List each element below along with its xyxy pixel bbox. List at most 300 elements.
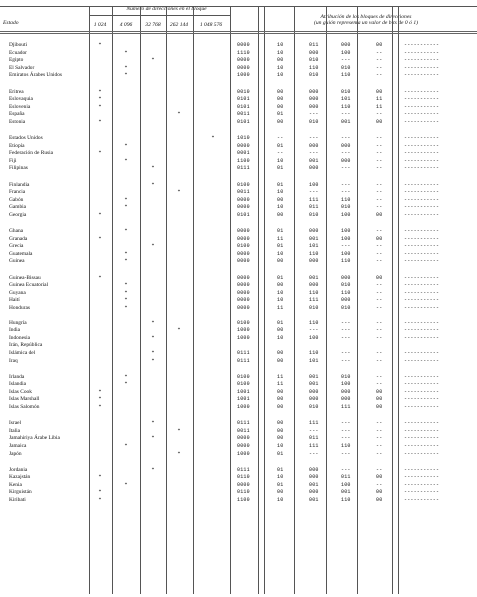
bit-field-b: 10 xyxy=(277,72,284,79)
bit-field-c: 000 xyxy=(309,88,319,95)
bit-field-a: 1000 xyxy=(237,404,250,410)
bit-field-a: 0000 xyxy=(237,250,250,257)
bit-field-d: 010 xyxy=(341,373,351,380)
bit-field-tail: ----------- xyxy=(404,466,440,473)
country-name: Jamahiriya Árabe Libia xyxy=(9,435,60,442)
bit-field-b: 10 xyxy=(277,49,284,56)
country-name: Djibouti xyxy=(9,42,27,48)
bit-field-d: 100 xyxy=(341,49,351,56)
country-name: Japón xyxy=(9,450,22,457)
bit-field-c: 010 xyxy=(309,72,319,79)
bit-field-b: 00 xyxy=(277,118,284,125)
country-name: India xyxy=(9,327,21,334)
bit-field-tail: ----------- xyxy=(404,103,440,110)
country-name: Jordania xyxy=(9,466,28,473)
size-marker: * xyxy=(211,135,215,141)
bit-field-c: 000 xyxy=(309,49,319,56)
bit-field-d: --- xyxy=(341,189,351,196)
size-marker: * xyxy=(124,72,128,79)
country-name: Estados Unidos xyxy=(9,135,43,141)
bit-field-c: 000 xyxy=(309,258,319,265)
bit-field-e: -- xyxy=(376,150,383,157)
bit-field-e: 00 xyxy=(376,211,383,218)
bit-field-d: 001 xyxy=(341,489,351,496)
size-marker: * xyxy=(124,304,128,311)
size-marker: * xyxy=(98,235,102,242)
bit-field-b: 00 xyxy=(277,427,284,434)
country-name: Ghana xyxy=(9,228,24,234)
bit-field-b: 00 xyxy=(277,349,284,356)
block-size-header: 32 768 xyxy=(145,22,161,28)
bit-field-b: 01 xyxy=(277,274,284,281)
country-name: Iraq xyxy=(9,357,18,364)
bit-field-d: 000 xyxy=(341,42,351,48)
bit-field-b: 11 xyxy=(277,235,284,242)
bit-field-d: --- xyxy=(341,181,351,188)
size-marker: * xyxy=(124,373,128,380)
bit-field-a: 0100 xyxy=(237,243,250,250)
bit-field-a: 1000 xyxy=(237,450,250,457)
bit-field-b: 00 xyxy=(277,404,284,410)
column-rule xyxy=(140,6,141,594)
country-name: Eritrea xyxy=(9,88,24,95)
bit-field-d: 101 xyxy=(341,96,351,103)
bit-field-b: 10 xyxy=(277,64,284,71)
bit-field-tail: ----------- xyxy=(404,243,440,250)
bit-field-e: -- xyxy=(376,135,383,141)
bit-field-e: -- xyxy=(376,435,383,442)
bit-field-e: -- xyxy=(376,442,383,449)
bit-field-tail: ----------- xyxy=(404,135,440,141)
bit-field-tail: ----------- xyxy=(404,435,440,442)
size-marker: * xyxy=(124,289,128,296)
size-marker: * xyxy=(124,64,128,71)
bit-field-d: 000 xyxy=(341,142,351,149)
country-name: Guatemala xyxy=(9,250,33,257)
size-marker: * xyxy=(151,57,155,64)
bit-field-d: --- xyxy=(341,357,351,364)
country-name: Islas Cook xyxy=(9,388,32,395)
bit-field-e: 00 xyxy=(376,42,383,48)
bit-field-d: --- xyxy=(341,349,351,356)
bit-field-c: 001 xyxy=(309,481,319,488)
bit-field-c: 010 xyxy=(309,57,319,64)
size-marker: * xyxy=(98,404,102,410)
bit-field-tail: ----------- xyxy=(404,489,440,496)
country-name: Israel xyxy=(9,420,21,427)
country-name: Italia xyxy=(9,427,21,434)
bit-field-tail: ----------- xyxy=(404,235,440,242)
bit-field-c: 110 xyxy=(309,250,319,257)
bit-field-b: 11 xyxy=(277,304,284,311)
country-name: Federación de Rusia xyxy=(9,150,54,157)
size-marker: * xyxy=(151,349,155,356)
country-name: Finlandia xyxy=(9,181,30,188)
bit-field-d: 100 xyxy=(341,228,351,234)
bit-field-b: 10 xyxy=(277,157,284,164)
bit-field-e: -- xyxy=(376,427,383,434)
bit-field-tail: ----------- xyxy=(404,334,440,341)
size-marker: * xyxy=(177,427,181,434)
bit-field-d: --- xyxy=(341,135,351,141)
bit-field-a: 0101 xyxy=(237,96,250,103)
size-marker: * xyxy=(177,189,181,196)
bit-field-e: -- xyxy=(376,349,383,356)
size-marker: * xyxy=(98,489,102,496)
size-marker: * xyxy=(98,474,102,481)
bit-field-c: 000 xyxy=(309,96,319,103)
bit-field-c: 011 xyxy=(309,435,319,442)
bit-field-b: 00 xyxy=(277,420,284,427)
column-rule xyxy=(258,6,259,594)
bit-field-e: -- xyxy=(376,49,383,56)
bit-field-b: 00 xyxy=(277,103,284,110)
bit-field-e: -- xyxy=(376,420,383,427)
country-name: Guyana xyxy=(9,289,26,296)
size-marker: * xyxy=(98,88,102,95)
bit-field-d: 010 xyxy=(341,88,351,95)
column-rule xyxy=(193,6,194,594)
size-marker: * xyxy=(177,111,181,118)
bit-field-a: 1001 xyxy=(237,388,250,395)
size-marker: * xyxy=(177,450,181,457)
bit-field-a: 0000 xyxy=(237,297,250,304)
size-marker: * xyxy=(124,228,128,234)
bit-field-d: 110 xyxy=(341,258,351,265)
bit-field-c: --- xyxy=(309,135,319,141)
bit-field-tail: ----------- xyxy=(404,250,440,257)
bit-field-tail: ----------- xyxy=(404,118,440,125)
bit-field-d: --- xyxy=(341,111,351,118)
bit-field-d: 000 xyxy=(341,274,351,281)
block-size-header: 262 144 xyxy=(169,22,189,28)
size-marker: * xyxy=(124,157,128,164)
country-name: Honduras xyxy=(9,304,30,311)
bit-field-a: 1100 xyxy=(237,497,250,503)
bit-field-c: 010 xyxy=(309,211,319,218)
bit-field-d: 010 xyxy=(341,282,351,289)
size-marker: * xyxy=(151,466,155,473)
country-name: Gabón xyxy=(9,196,24,203)
country-name: Jamaica xyxy=(9,442,27,449)
bit-field-tail: ----------- xyxy=(404,150,440,157)
bit-field-a: 0000 xyxy=(237,282,250,289)
size-marker: * xyxy=(151,165,155,172)
column-rule xyxy=(166,6,167,594)
bit-field-b: 11 xyxy=(277,381,284,388)
country-name: Granada xyxy=(9,235,28,242)
bit-field-a: 0000 xyxy=(237,435,250,442)
bit-field-a: 0101 xyxy=(237,211,250,218)
bit-field-tail: ----------- xyxy=(404,42,440,48)
bit-field-c: 100 xyxy=(309,181,319,188)
country-name: Guinea Ecuatorial xyxy=(9,282,49,289)
bit-field-b: 00 xyxy=(277,88,284,95)
bit-field-c: 001 xyxy=(309,373,319,380)
bit-field-e: -- xyxy=(376,189,383,196)
bit-field-e: 00 xyxy=(376,235,383,242)
bit-field-b: 10 xyxy=(277,297,284,304)
bit-field-e: -- xyxy=(376,181,383,188)
bit-field-d: 110 xyxy=(341,442,351,449)
column-rule xyxy=(392,6,393,594)
bit-field-d: 000 xyxy=(341,388,351,395)
size-marker: * xyxy=(98,118,102,125)
bit-field-c: 010 xyxy=(309,404,319,410)
column-rule xyxy=(89,6,90,594)
bit-field-c: 000 xyxy=(309,165,319,172)
bit-field-d: --- xyxy=(341,334,351,341)
bit-field-c: 101 xyxy=(309,243,319,250)
size-marker: * xyxy=(98,211,102,218)
country-name: Grecia xyxy=(9,243,24,250)
bit-field-d: 010 xyxy=(341,204,351,211)
country-name: Fiji xyxy=(9,157,17,164)
column-rule xyxy=(398,6,399,594)
header-mid-rule xyxy=(89,15,230,16)
bit-field-tail: ----------- xyxy=(404,474,440,481)
country-name: Kazajstán xyxy=(9,474,31,481)
bit-field-tail: ----------- xyxy=(404,388,440,395)
size-marker: * xyxy=(124,49,128,56)
bit-field-e: -- xyxy=(376,297,383,304)
bit-field-a: 0110 xyxy=(237,489,250,496)
bit-field-c: 110 xyxy=(309,319,319,326)
bit-field-b: 11 xyxy=(277,373,284,380)
bit-field-a: 0000 xyxy=(237,274,250,281)
bit-field-tail: ----------- xyxy=(404,297,440,304)
size-marker: * xyxy=(98,150,102,157)
bit-field-tail: ----------- xyxy=(404,357,440,364)
bit-field-tail: ----------- xyxy=(404,282,440,289)
bit-field-d: --- xyxy=(341,57,351,64)
bit-field-b: 00 xyxy=(277,388,284,395)
bit-field-e: -- xyxy=(376,243,383,250)
bit-field-d: 001 xyxy=(341,118,351,125)
bit-field-a: 0010 xyxy=(237,88,250,95)
bit-field-b: 01 xyxy=(277,142,284,149)
size-marker: * xyxy=(98,388,102,395)
bit-field-e: 00 xyxy=(376,489,383,496)
size-marker: * xyxy=(177,327,181,334)
header-numero: Número de direcciones en el bloque xyxy=(126,6,207,12)
bit-field-c: 010 xyxy=(309,304,319,311)
bit-field-b: 00 xyxy=(277,357,284,364)
bit-field-c: 001 xyxy=(309,497,319,503)
header-estado: Estado xyxy=(3,20,19,26)
bit-field-d: --- xyxy=(341,327,351,334)
bit-field-e: -- xyxy=(376,373,383,380)
bit-field-b: -- xyxy=(277,150,284,157)
bit-field-e: -- xyxy=(376,57,383,64)
country-name: Islas Marshall xyxy=(9,396,40,403)
bit-field-c: 000 xyxy=(309,388,319,395)
bit-field-tail: ----------- xyxy=(404,96,440,103)
bit-field-c: --- xyxy=(309,150,319,157)
bit-field-d: --- xyxy=(341,165,351,172)
bit-field-e: -- xyxy=(376,111,383,118)
bit-field-c: 001 xyxy=(309,274,319,281)
bit-field-d: 110 xyxy=(341,72,351,79)
bit-field-a: 0111 xyxy=(237,165,250,172)
bit-field-tail: ----------- xyxy=(404,396,440,403)
bit-field-c: 001 xyxy=(309,235,319,242)
bit-field-d: 011 xyxy=(341,474,351,481)
bit-field-tail: ----------- xyxy=(404,49,440,56)
size-marker: * xyxy=(98,497,102,503)
size-marker: * xyxy=(98,96,102,103)
size-marker: * xyxy=(151,420,155,427)
bit-field-c: 110 xyxy=(309,64,319,71)
bit-field-b: 01 xyxy=(277,243,284,250)
size-marker: * xyxy=(124,250,128,257)
bit-field-e: -- xyxy=(376,466,383,473)
bit-field-a: 1110 xyxy=(237,49,250,56)
bit-field-d: --- xyxy=(341,319,351,326)
bit-field-c: 010 xyxy=(309,118,319,125)
bit-field-e: -- xyxy=(376,250,383,257)
bit-field-d: 000 xyxy=(341,396,351,403)
bit-field-e: -- xyxy=(376,327,383,334)
bit-field-tail: ----------- xyxy=(404,204,440,211)
bit-field-tail: ----------- xyxy=(404,57,440,64)
bit-field-tail: ----------- xyxy=(404,196,440,203)
bit-field-b: 00 xyxy=(277,396,284,403)
bit-field-b: 00 xyxy=(277,258,284,265)
bit-field-d: --- xyxy=(341,435,351,442)
bit-field-b: 10 xyxy=(277,204,284,211)
size-marker: * xyxy=(124,204,128,211)
bit-field-b: 10 xyxy=(277,334,284,341)
country-name: Islas Salomón xyxy=(9,404,40,410)
bit-field-a: 0011 xyxy=(237,111,250,118)
bit-field-d: --- xyxy=(341,450,351,457)
bit-field-a: 0100 xyxy=(237,381,250,388)
bit-field-a: 1001 xyxy=(237,396,250,403)
bit-field-e: -- xyxy=(376,334,383,341)
bit-field-c: 000 xyxy=(309,282,319,289)
size-marker: * xyxy=(124,142,128,149)
bit-field-b: 00 xyxy=(277,196,284,203)
country-name: Emiratos Árabes Unidos xyxy=(9,72,62,79)
bit-field-d: --- xyxy=(341,243,351,250)
bit-field-a: 1100 xyxy=(237,157,250,164)
bit-field-c: --- xyxy=(309,450,319,457)
bit-field-tail: ----------- xyxy=(404,228,440,234)
bit-field-a: 0111 xyxy=(237,466,250,473)
bit-field-a: 0101 xyxy=(237,118,250,125)
size-marker: * xyxy=(124,282,128,289)
bit-field-tail: ----------- xyxy=(404,72,440,79)
bit-field-c: 101 xyxy=(309,357,319,364)
bit-field-tail: ----------- xyxy=(404,381,440,388)
bit-field-c: --- xyxy=(309,427,319,434)
bit-field-a: 0111 xyxy=(237,357,250,364)
bit-field-e: -- xyxy=(376,157,383,164)
bit-field-c: 110 xyxy=(309,289,319,296)
bit-field-e: -- xyxy=(376,481,383,488)
bit-field-tail: ----------- xyxy=(404,211,440,218)
bit-field-c: 000 xyxy=(309,142,319,149)
country-name: Egipto xyxy=(9,57,24,64)
top-rule xyxy=(0,6,477,7)
bit-field-tail: ----------- xyxy=(404,274,440,281)
column-rule xyxy=(326,6,327,594)
bit-field-e: -- xyxy=(376,450,383,457)
header-atribucion-title: Atribución de los bloques de direcciones xyxy=(320,14,412,20)
bit-field-tail: ----------- xyxy=(404,420,440,427)
bit-field-b: 00 xyxy=(277,435,284,442)
bit-field-tail: ----------- xyxy=(404,157,440,164)
country-name: Gambia xyxy=(9,204,27,211)
size-marker: * xyxy=(124,258,128,265)
bit-field-tail: ----------- xyxy=(404,111,440,118)
bit-field-c: 111 xyxy=(309,297,319,304)
bit-field-d: 000 xyxy=(341,297,351,304)
country-name: El Salvador xyxy=(9,64,35,71)
bit-field-b: 00 xyxy=(277,327,284,334)
size-marker: * xyxy=(124,481,128,488)
size-marker: * xyxy=(98,396,102,403)
bit-field-c: --- xyxy=(309,111,319,118)
bit-field-c: 111 xyxy=(309,442,319,449)
bit-field-d: --- xyxy=(341,427,351,434)
bit-field-c: 000 xyxy=(309,228,319,234)
bit-field-a: 0000 xyxy=(237,204,250,211)
bit-field-b: 10 xyxy=(277,42,284,48)
bit-field-d: 100 xyxy=(341,381,351,388)
bit-field-b: 00 xyxy=(277,489,284,496)
bit-field-a: 0110 xyxy=(237,474,250,481)
size-marker: * xyxy=(151,319,155,326)
bit-field-tail: ----------- xyxy=(404,258,440,265)
bit-field-c: 000 xyxy=(309,103,319,110)
bit-field-e: -- xyxy=(376,204,383,211)
bit-field-b: 01 xyxy=(277,450,284,457)
bit-field-b: 01 xyxy=(277,481,284,488)
bit-field-a: 0000 xyxy=(237,481,250,488)
size-marker: * xyxy=(151,334,155,341)
country-name: Hungría xyxy=(9,319,27,326)
bit-field-c: 111 xyxy=(309,420,319,427)
country-name: Islandia xyxy=(9,381,27,388)
size-marker: * xyxy=(98,274,102,281)
bit-field-tail: ----------- xyxy=(404,427,440,434)
bit-field-tail: ----------- xyxy=(404,289,440,296)
bit-field-a: 0000 xyxy=(237,57,250,64)
bit-field-b: 10 xyxy=(277,289,284,296)
bit-field-d: 110 xyxy=(341,196,351,203)
bit-field-a: 1000 xyxy=(237,334,250,341)
bit-field-b: 01 xyxy=(277,111,284,118)
bit-field-c: 000 xyxy=(309,396,319,403)
bit-field-d: --- xyxy=(341,150,351,157)
bit-field-c: 011 xyxy=(309,42,319,48)
bit-field-d: --- xyxy=(341,466,351,473)
size-marker: * xyxy=(151,435,155,442)
column-rule xyxy=(112,6,113,594)
bit-field-e: 00 xyxy=(376,88,383,95)
bit-field-b: 01 xyxy=(277,228,284,234)
country-name: Kirguistán xyxy=(9,489,32,496)
size-marker: * xyxy=(124,297,128,304)
bit-field-tail: ----------- xyxy=(404,181,440,188)
bit-field-a: 0001 xyxy=(237,150,250,157)
bit-field-b: 00 xyxy=(277,57,284,64)
bit-field-tail: ----------- xyxy=(404,88,440,95)
size-marker: * xyxy=(124,196,128,203)
bit-field-e: -- xyxy=(376,357,383,364)
